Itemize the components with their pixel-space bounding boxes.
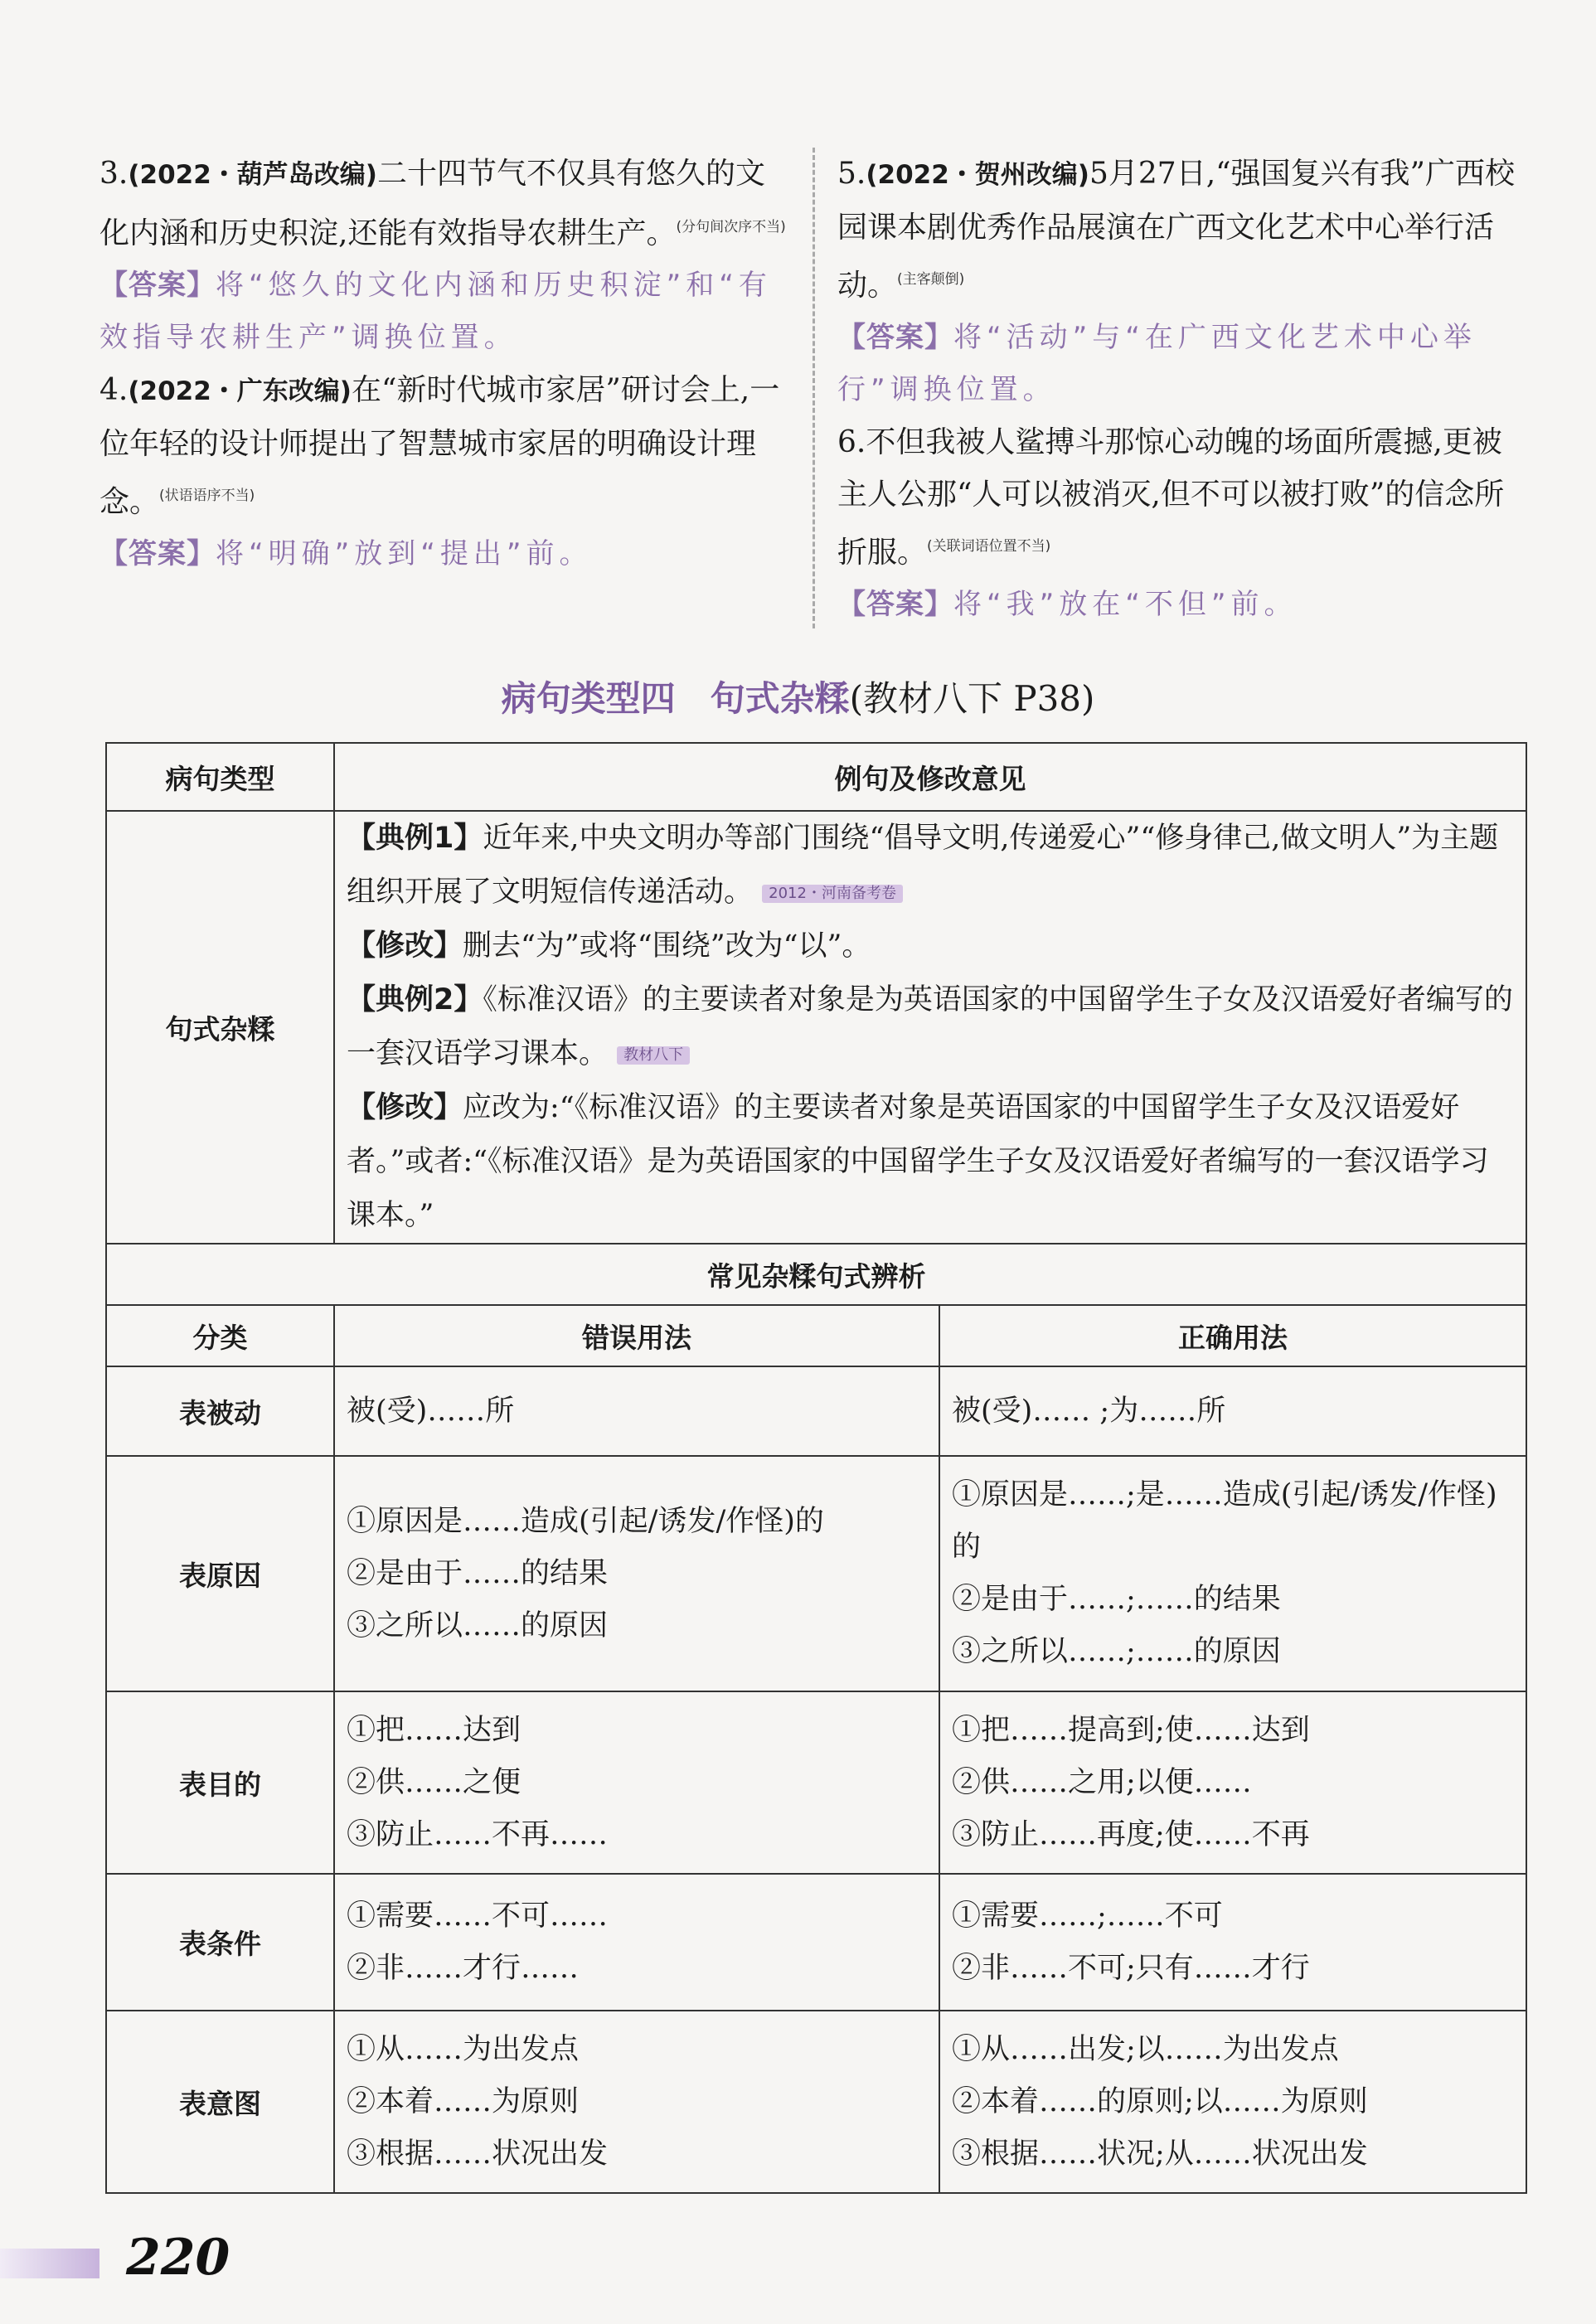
table-row (106, 1691, 1526, 1874)
fix-1 (347, 919, 1514, 973)
exercise-number: 6. (837, 425, 866, 459)
exercise-source: (2022・葫芦岛改编) (128, 160, 377, 190)
exercise-5 (837, 148, 1526, 416)
header-examples: 例句及修改意见 (334, 743, 1526, 811)
sub-header-row (106, 1305, 1526, 1366)
error-tag: (关联词语位置不当) (927, 538, 1051, 555)
table-row (106, 1456, 1526, 1691)
exercise-number: 4. (99, 373, 129, 407)
category-cell: 表原因 (106, 1456, 334, 1691)
section-title-text: 病句类型四 句式杂糅 (501, 678, 850, 719)
category-cell: 表条件 (106, 1874, 334, 2011)
exercise-text: 5月27日,“强国复兴有我”广西校园课本剧优秀作品展演在广西文化艺术中心举行活动。 (837, 157, 1515, 303)
error-tag: (状语语序不当) (159, 488, 255, 504)
right-item: ③之所以……;……的原因 (952, 1635, 1281, 1668)
right-item: ①需要……;……不可 (952, 1899, 1223, 1933)
answer-label: 【答案】 (99, 269, 216, 302)
wrong-usage-cell (334, 1874, 939, 2011)
error-tag: (分句间次序不当) (676, 219, 786, 235)
right-item: ①从……出发;以……为出发点 (952, 2032, 1339, 2066)
exercise-answer (99, 528, 788, 580)
exercise-text: 在“新时代城市家居”研讨会上,一位年轻的设计师提出了智慧城市家居的明确设计理念。 (99, 373, 780, 519)
wrong-item: ③根据……状况出发 (347, 2137, 609, 2171)
exercise-column-right (837, 148, 1526, 631)
error-type-table (105, 742, 1527, 2194)
answer-text: 将“我”放在“不但”前。 (953, 588, 1298, 621)
wrong-item: ③防止……不再…… (347, 1817, 609, 1851)
table-row (106, 1874, 1526, 2011)
fix-text: 删去“为”或将“围绕”改为“以”。 (463, 929, 871, 963)
exercise-answer (837, 312, 1526, 416)
fix-label: 【修改】 (347, 929, 463, 963)
example-label: 【典例2】 (347, 983, 483, 1016)
fix-2 (347, 1081, 1514, 1243)
wrong-item: ①把……达到 (347, 1713, 521, 1747)
answer-text: 将“活动”与“在广西文化艺术中心举行”调换位置。 (837, 321, 1477, 406)
right-item: 被(受)…… ;为……所 (952, 1394, 1226, 1428)
answer-text: 将“悠久的文化内涵和历史积淀”和“有效指导农耕生产”调换位置。 (99, 269, 772, 354)
exercise-question (837, 148, 1526, 312)
header-type: 病句类型 (106, 743, 334, 811)
right-usage-cell (939, 1366, 1526, 1456)
exercise-number: 5. (837, 157, 866, 191)
exercise-column-left (99, 148, 788, 580)
wrong-usage-cell (334, 1456, 939, 1691)
fix-text: 应改为:“《标准汉语》的主要读者对象是英语国家的中国留学生子女及汉语爱好者。”或者:“《标准汉语》是为英语国家的中国留学生子女及汉语爱好者编写的一套汉语学习课本。” (347, 1091, 1489, 1232)
example-text: 《标准汉语》的主要读者对象是为英语国家的中国留学生子女及汉语爱好者编写的一套汉语学习课本。 (347, 983, 1513, 1070)
page-number-bar (0, 2249, 99, 2278)
table-header-row (106, 743, 1526, 811)
wrong-usage-cell (334, 2011, 939, 2193)
answer-label: 【答案】 (99, 537, 216, 570)
right-item: ②本着……的原则;以……为原则 (952, 2084, 1368, 2118)
right-item: ③根据……状况;从……状况出发 (952, 2137, 1368, 2171)
wrong-item: ①原因是……造成(引起/诱发/作怪)的 (347, 1504, 824, 1538)
answer-label: 【答案】 (837, 588, 953, 621)
exercise-source: (2022・广东改编) (128, 376, 352, 406)
exercise-text: 不但我被人鲨搏斗那惊心动魄的场面所震撼,更被主人公那“人可以被消灭,但不可以被打败”的信念所折服。 (837, 425, 1505, 570)
right-item: ③防止……再度;使……不再 (952, 1817, 1310, 1851)
source-badge: 2012・河南备考卷 (762, 885, 903, 903)
type-name: 句式杂糅 (106, 811, 334, 1244)
examples-cell (334, 811, 1526, 1244)
header-right: 正确用法 (939, 1305, 1526, 1366)
table-row (106, 1366, 1526, 1456)
exercise-question (837, 416, 1526, 579)
answer-label: 【答案】 (837, 321, 953, 354)
exercise-text: 二十四节气不仅具有悠久的文化内涵和历史积淀,还能有效指导农耕生产。 (99, 157, 765, 250)
right-item: ②供……之用;以便…… (952, 1765, 1252, 1799)
exercise-3 (99, 148, 788, 364)
source-badge: 教材八下 (617, 1046, 690, 1065)
wrong-usage-cell (334, 1691, 939, 1874)
exercise-source: (2022・贺州改编) (866, 160, 1089, 190)
wrong-item: ②非……才行…… (347, 1951, 580, 1985)
category-cell: 表意图 (106, 2011, 334, 2193)
answer-text: 将“明确”放到“提出”前。 (216, 537, 593, 570)
exercise-answer (837, 579, 1526, 631)
right-item: ①原因是……;是……造成(引起/诱发/作怪)的 (952, 1478, 1497, 1564)
error-tag: (主客颠倒) (897, 271, 965, 288)
exercise-4 (99, 364, 788, 580)
exercise-answer (99, 260, 788, 364)
wrong-item: 被(受)……所 (347, 1394, 515, 1428)
wrong-item: ①从……为出发点 (347, 2032, 580, 2066)
wrong-usage-cell (334, 1366, 939, 1456)
right-usage-cell (939, 1874, 1526, 2011)
wrong-item: ②供……之便 (347, 1765, 521, 1799)
exercise-question (99, 364, 788, 528)
wrong-item: ①需要……不可…… (347, 1899, 609, 1933)
wrong-item: ②是由于……的结果 (347, 1556, 609, 1590)
right-item: ①把……提高到;使……达到 (952, 1713, 1310, 1747)
category-cell: 表被动 (106, 1366, 334, 1456)
fix-label: 【修改】 (347, 1091, 463, 1124)
header-category: 分类 (106, 1305, 334, 1366)
right-usage-cell (939, 1691, 1526, 1874)
wrong-item: ②本着……为原则 (347, 2084, 580, 2118)
exercise-6 (837, 416, 1526, 631)
example-1 (347, 812, 1514, 919)
section-title (0, 672, 1596, 721)
column-divider (813, 148, 815, 628)
header-wrong: 错误用法 (334, 1305, 939, 1366)
examples-row (106, 811, 1526, 1244)
page-number: 220 (126, 2229, 230, 2287)
wrong-item: ③之所以……的原因 (347, 1608, 609, 1642)
sub-title-row (106, 1244, 1526, 1305)
example-2 (347, 973, 1514, 1081)
sub-title: 常见杂糅句式辨析 (106, 1244, 1526, 1305)
table-row (106, 2011, 1526, 2193)
right-item: ②是由于……;……的结果 (952, 1583, 1281, 1616)
right-usage-cell (939, 2011, 1526, 2193)
exercise-number: 3. (99, 157, 129, 191)
category-cell: 表目的 (106, 1691, 334, 1874)
section-textbook-ref: (教材八下 P38) (849, 678, 1095, 719)
right-usage-cell (939, 1456, 1526, 1691)
example-text: 近年来,中央文明办等部门围绕“倡导文明,传递爱心”“修身律己,做文明人”为主题组织开展了文明短信传递活动。 (347, 822, 1499, 909)
exercise-question (99, 148, 788, 260)
example-label: 【典例1】 (347, 822, 483, 855)
right-item: ②非……不可;只有……才行 (952, 1951, 1310, 1985)
